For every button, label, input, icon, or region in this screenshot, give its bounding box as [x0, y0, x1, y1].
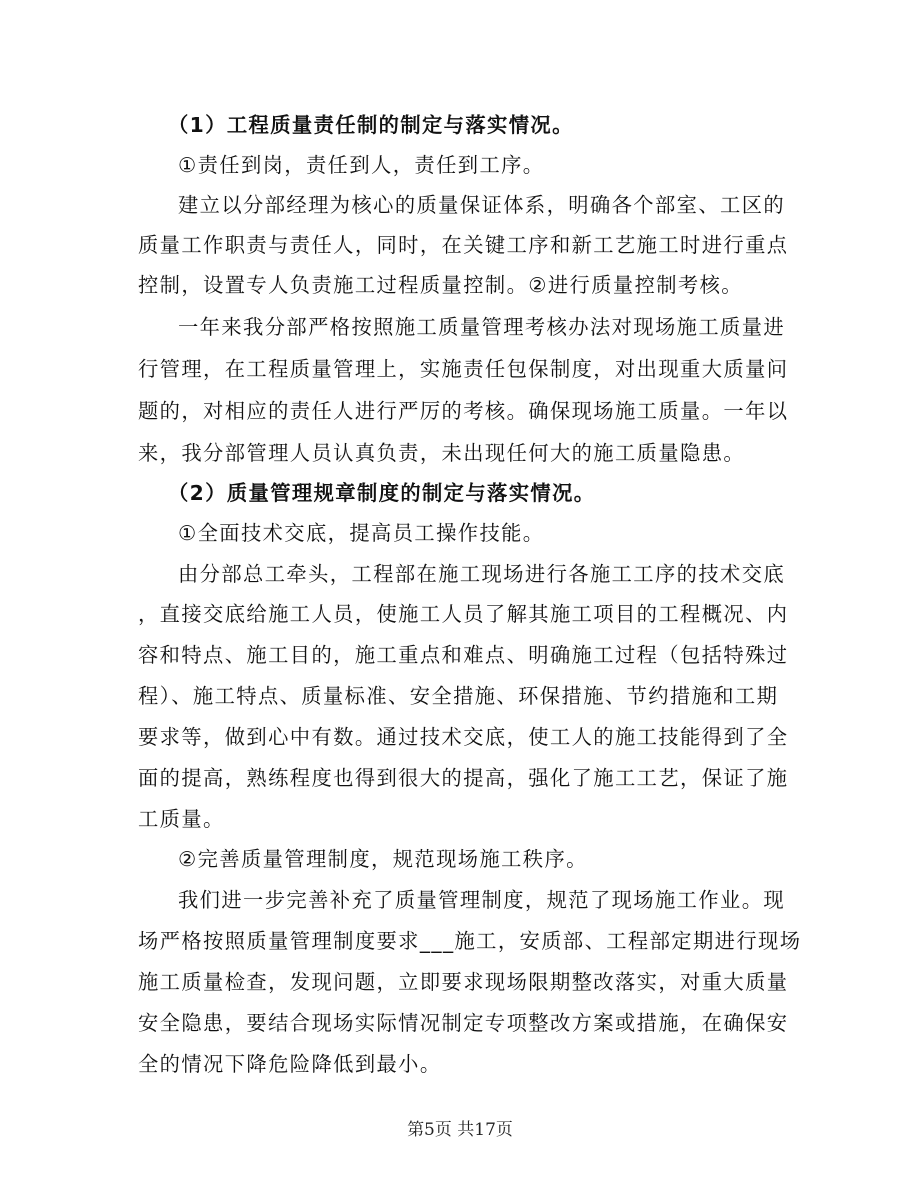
paragraph-line: 由分部总工牵头，工程部在施工现场进行各施工工序的技术交底 [178, 562, 786, 586]
subheading-1-1: ①责任到岗，责任到人，责任到工序。 [178, 153, 545, 177]
paragraph-line: 我们进一步完善补充了质量管理制度，规范了现场施工作业。现 [178, 888, 786, 912]
paragraph-line: 一年来我分部严格按照施工质量管理考核办法对现场施工质量进 [178, 315, 786, 339]
paragraph-line: 施工质量检查，发现问题，立即要求现场限期整改落实，对重大质量 [138, 970, 789, 994]
paragraph-line: 程）、施工特点、质量标准、安全措施、环保措施、节约措施和工期 [138, 684, 779, 708]
paragraph-line: 容和特点、施工目的，施工重点和难点、明确施工过程（包括特殊过 [138, 643, 789, 667]
paragraph-line: 建立以分部经理为核心的质量保证体系，明确各个部室、工区的 [178, 193, 786, 217]
paragraph-line: 场严格按照质量管理制度要求___施工，安质部、工程部定期进行现场 [138, 929, 802, 953]
paragraph-line: 来，我分部管理人员认真负责，未出现任何大的施工质量隐患。 [138, 441, 746, 465]
paragraph-line: ，直接交底给施工人员，使施工人员了解其施工项目的工程概况、内 [138, 602, 789, 626]
paragraph-line: 要求等，做到心中有数。通过技术交底，使工人的施工技能得到了全 [138, 725, 789, 749]
subheading-2-2: ②完善质量管理制度，规范现场施工秩序。 [178, 847, 588, 871]
paragraph-line: 全的情况下降危险降低到最小。 [138, 1052, 442, 1076]
subheading-2-1: ①全面技术交底，提高员工操作技能。 [178, 521, 545, 545]
paragraph-line: 行管理，在工程质量管理上，实施责任包保制度，对出现重大质量问 [138, 357, 789, 381]
paragraph-line: 质量工作职责与责任人，同时，在关键工序和新工艺施工时进行重点 [138, 233, 789, 257]
paragraph-line: 控制，设置专人负责施工过程质量控制。②进行质量控制考核。 [138, 273, 743, 297]
heading-1: （1）工程质量责任制的制定与落实情况。 [168, 113, 574, 137]
page-number: 第5页 共17页 [407, 1120, 513, 1140]
paragraph-line: 工质量。 [138, 807, 225, 831]
paragraph-line: 题的，对相应的责任人进行严厉的考核。确保现场施工质量。一年以 [138, 399, 789, 423]
paragraph-line: 面的提高，熟练程度也得到很大的提高，强化了施工工艺，保证了施 [138, 766, 789, 790]
heading-2: （2）质量管理规章制度的制定与落实情况。 [168, 481, 596, 505]
paragraph-line: 安全隐患，要结合现场实际情况制定专项整改方案或措施，在确保安 [138, 1011, 789, 1035]
